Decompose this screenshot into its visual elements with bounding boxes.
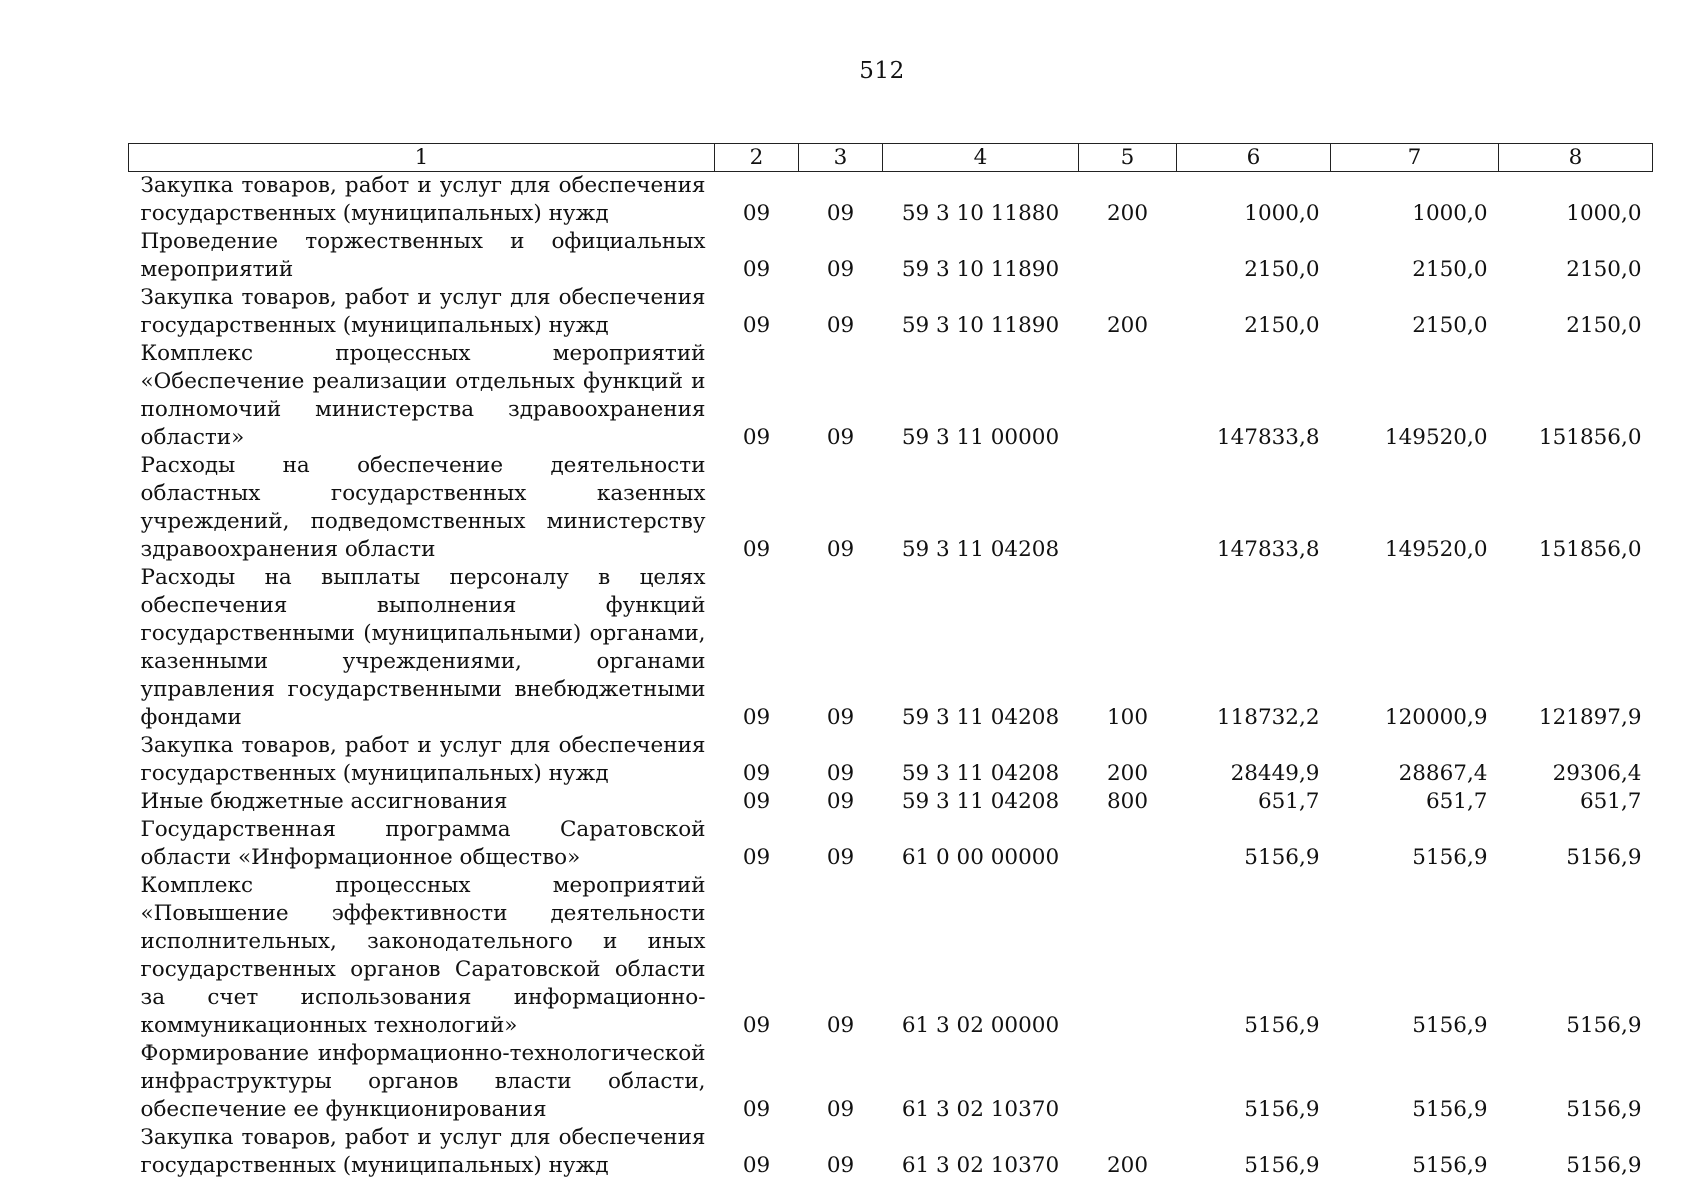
cell-col-8: 151856,0 [1538, 425, 1642, 450]
cell-col-8: 651,7 [1579, 789, 1642, 814]
cell-description: Комплекс процессных мероприятий «Обеспечение реализации отдельных функций и полномочий министерства здравоохранения области» [140, 341, 706, 450]
cell-col-5 [1079, 816, 1177, 872]
cell-col-7: 149520,0 [1384, 425, 1488, 450]
cell-col-3: 09 [826, 789, 855, 814]
cell-col-4: 59 3 10 11890 [901, 257, 1060, 282]
header-col-2: 2 [715, 144, 799, 172]
cell-col-5: 100 [1106, 705, 1149, 730]
table-row [129, 172, 1653, 229]
cell-col-5: 200 [1106, 313, 1149, 338]
cell-col-5: 200 [1106, 761, 1149, 786]
cell-col-8: 2150,0 [1566, 313, 1642, 338]
cell-description: Комплекс процессных мероприятий «Повышение эффективности деятельности исполнительных, законодательного и иных государственных органов Саратовской области за счет использования информационно-коммуникационных технологий» [140, 873, 706, 1038]
cell-description: Иные бюджетные ассигнования [140, 789, 508, 814]
cell-col-3: 09 [826, 1097, 855, 1122]
cell-description: Закупка товаров, работ и услуг для обеспечения государственных (муниципальных) нужд [140, 1125, 706, 1178]
cell-col-3: 09 [826, 705, 855, 730]
cell-col-6: 5156,9 [1244, 1097, 1320, 1122]
cell-col-6: 5156,9 [1244, 845, 1320, 870]
table-row [129, 340, 1653, 452]
cell-description: Проведение торжественных и официальных мероприятий [140, 229, 706, 282]
cell-col-3: 09 [826, 537, 855, 562]
cell-description: Закупка товаров, работ и услуг для обеспечения государственных (муниципальных) нужд [140, 285, 706, 338]
cell-col-2: 09 [742, 705, 771, 730]
table-row [129, 872, 1653, 1040]
cell-col-2: 09 [742, 1153, 771, 1178]
cell-col-5: 200 [1106, 1153, 1149, 1178]
cell-col-7: 5156,9 [1412, 1153, 1488, 1178]
cell-col-7: 28867,4 [1398, 761, 1488, 786]
cell-col-3: 09 [826, 845, 855, 870]
header-col-5: 5 [1079, 144, 1177, 172]
cell-col-5 [1079, 872, 1177, 1040]
header-col-1: 1 [129, 144, 715, 172]
cell-col-6: 28449,9 [1230, 761, 1320, 786]
cell-col-6: 5156,9 [1244, 1153, 1320, 1178]
cell-col-7: 5156,9 [1412, 1013, 1488, 1038]
cell-col-5: 800 [1106, 789, 1149, 814]
cell-col-3: 09 [826, 1013, 855, 1038]
budget-table [128, 143, 1653, 1180]
table-body [129, 172, 1653, 1181]
cell-col-5 [1079, 340, 1177, 452]
table-header [129, 144, 1653, 172]
cell-col-6: 118732,2 [1216, 705, 1320, 730]
cell-col-8: 2150,0 [1566, 257, 1642, 282]
header-col-4: 4 [883, 144, 1079, 172]
cell-col-8: 5156,9 [1566, 845, 1642, 870]
cell-col-8: 29306,4 [1552, 761, 1642, 786]
cell-col-3: 09 [826, 313, 855, 338]
cell-col-5 [1079, 452, 1177, 564]
cell-col-8: 151856,0 [1538, 537, 1642, 562]
cell-col-6: 5156,9 [1244, 1013, 1320, 1038]
cell-col-4: 61 3 02 00000 [901, 1013, 1060, 1038]
cell-col-7: 5156,9 [1412, 845, 1488, 870]
cell-col-7: 149520,0 [1384, 537, 1488, 562]
cell-col-3: 09 [826, 1153, 855, 1178]
cell-col-7: 651,7 [1425, 789, 1488, 814]
cell-col-2: 09 [742, 1097, 771, 1122]
cell-col-2: 09 [742, 789, 771, 814]
cell-col-3: 09 [826, 257, 855, 282]
cell-col-4: 59 3 11 04208 [901, 761, 1060, 786]
table-row [129, 452, 1653, 564]
table-row [129, 788, 1653, 816]
cell-col-6: 2150,0 [1244, 257, 1320, 282]
cell-col-2: 09 [742, 537, 771, 562]
cell-col-6: 1000,0 [1244, 201, 1320, 226]
table-row [129, 564, 1653, 732]
cell-description: Расходы на выплаты персоналу в целях обеспечения выполнения функций государственными (муниципальными) органами, казенными учреждениями, органами управления государственными внебюджетными фондами [140, 565, 706, 730]
header-col-6: 6 [1177, 144, 1331, 172]
cell-description: Формирование информационно-технологической инфраструктуры органов власти области, обеспечение ее функционирования [140, 1041, 706, 1122]
cell-col-5: 200 [1106, 201, 1149, 226]
header-col-8: 8 [1499, 144, 1653, 172]
cell-col-7: 2150,0 [1412, 257, 1488, 282]
cell-col-6: 2150,0 [1244, 313, 1320, 338]
table-row [129, 284, 1653, 340]
table-row [129, 1124, 1653, 1180]
cell-col-3: 09 [826, 425, 855, 450]
cell-col-8: 121897,9 [1538, 705, 1642, 730]
cell-col-7: 1000,0 [1412, 201, 1488, 226]
cell-col-2: 09 [742, 1013, 771, 1038]
cell-col-6: 147833,8 [1216, 425, 1320, 450]
cell-col-8: 5156,9 [1566, 1013, 1642, 1038]
cell-col-4: 61 3 02 10370 [901, 1153, 1060, 1178]
cell-col-3: 09 [826, 201, 855, 226]
table-row [129, 1040, 1653, 1124]
cell-description: Закупка товаров, работ и услуг для обеспечения государственных (муниципальных) нужд [140, 173, 706, 226]
cell-col-4: 59 3 11 04208 [901, 705, 1060, 730]
cell-col-2: 09 [742, 257, 771, 282]
cell-col-2: 09 [742, 845, 771, 870]
cell-col-8: 5156,9 [1566, 1153, 1642, 1178]
cell-col-4: 59 3 10 11880 [901, 201, 1060, 226]
cell-col-2: 09 [742, 201, 771, 226]
cell-col-2: 09 [742, 761, 771, 786]
cell-col-4: 61 0 00 00000 [901, 845, 1060, 870]
cell-col-7: 5156,9 [1412, 1097, 1488, 1122]
cell-col-4: 59 3 11 00000 [901, 425, 1060, 450]
table-row [129, 228, 1653, 284]
cell-col-7: 2150,0 [1412, 313, 1488, 338]
cell-col-6: 651,7 [1257, 789, 1320, 814]
cell-col-3: 09 [826, 761, 855, 786]
cell-col-2: 09 [742, 313, 771, 338]
cell-col-4: 59 3 11 04208 [901, 789, 1060, 814]
cell-col-5 [1079, 1040, 1177, 1124]
cell-col-2: 09 [742, 425, 771, 450]
header-col-3: 3 [799, 144, 883, 172]
cell-description: Государственная программа Саратовской области «Информационное общество» [140, 817, 706, 870]
cell-col-6: 147833,8 [1216, 537, 1320, 562]
cell-description: Расходы на обеспечение деятельности областных государственных казенных учреждений, подведомственных министерству здравоохранения области [140, 453, 706, 562]
cell-col-8: 5156,9 [1566, 1097, 1642, 1122]
header-row [129, 144, 1653, 172]
page-number: 512 [859, 58, 905, 84]
cell-col-4: 59 3 10 11890 [901, 313, 1060, 338]
cell-col-7: 120000,9 [1384, 705, 1488, 730]
cell-col-4: 59 3 11 04208 [901, 537, 1060, 562]
table-row [129, 732, 1653, 788]
cell-description: Закупка товаров, работ и услуг для обеспечения государственных (муниципальных) нужд [140, 733, 706, 786]
cell-col-5 [1079, 228, 1177, 284]
header-col-7: 7 [1331, 144, 1499, 172]
cell-col-4: 61 3 02 10370 [901, 1097, 1060, 1122]
table-row [129, 816, 1653, 872]
cell-col-8: 1000,0 [1566, 201, 1642, 226]
